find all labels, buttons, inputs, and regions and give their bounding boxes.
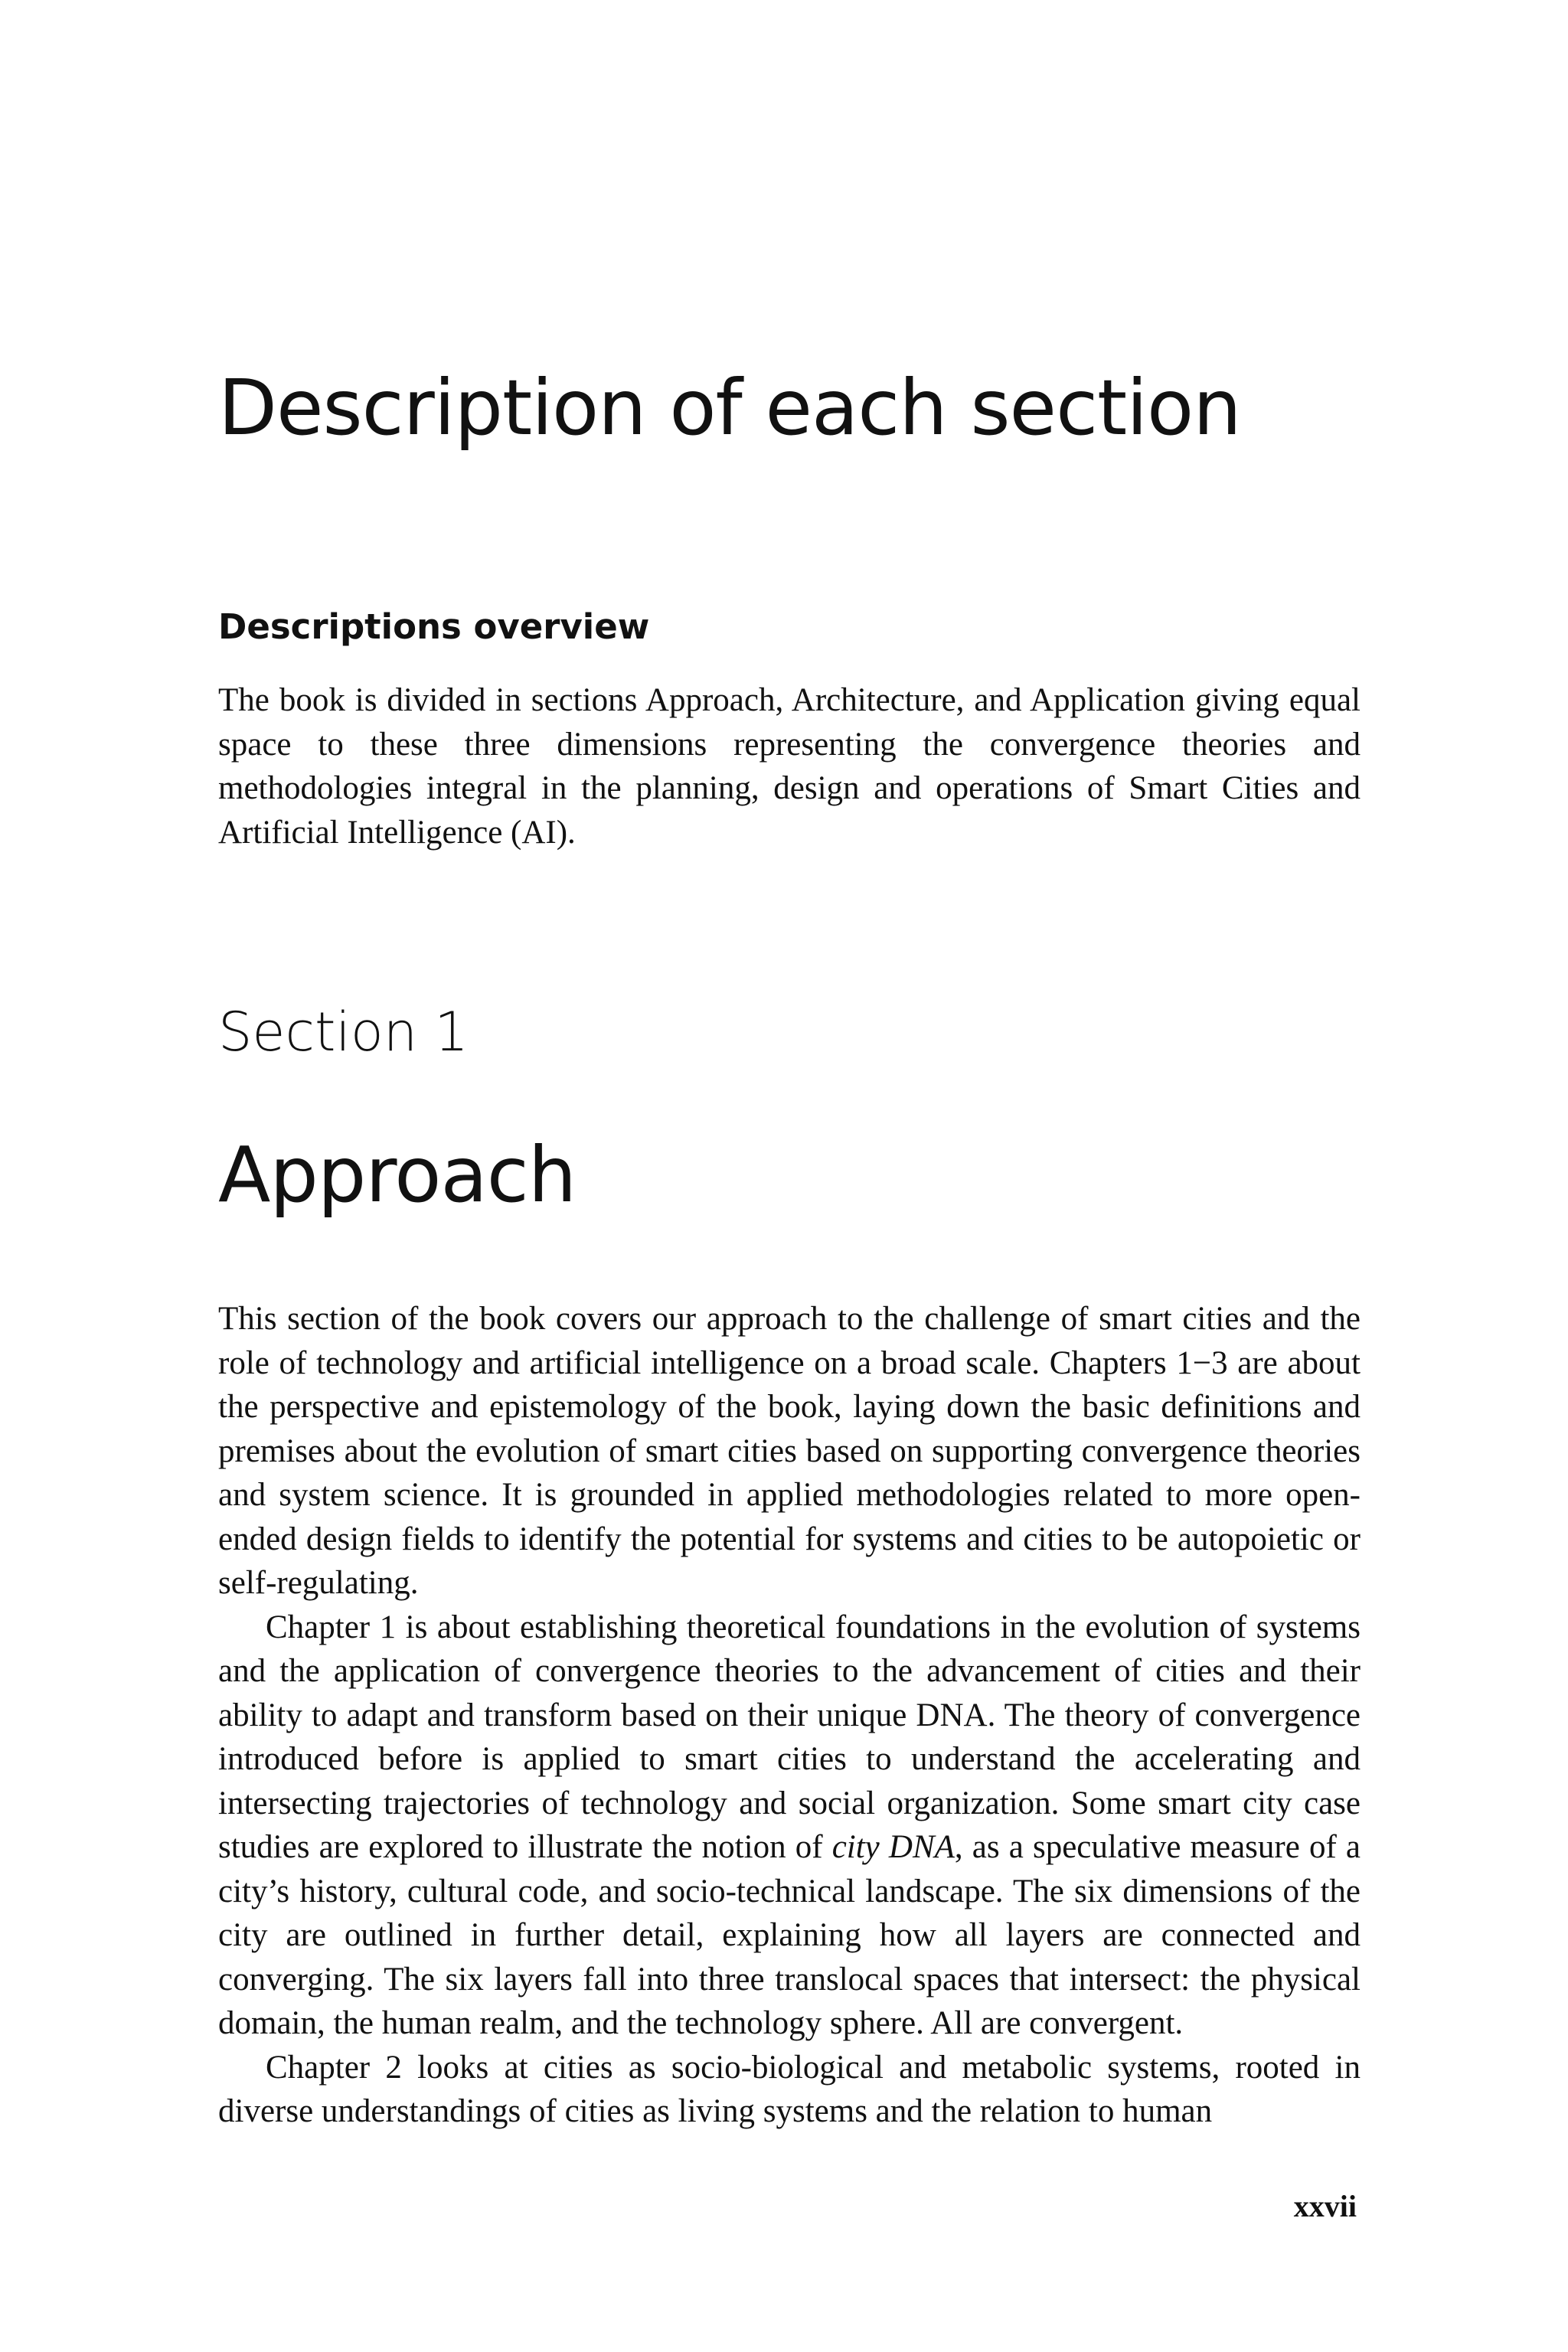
section-paragraph-3: Chapter 2 looks at cities as socio-biological and metabolic systems, rooted in diverse understandings of cities as living systems and the relation to human (218, 2049, 1361, 2129)
overview-paragraph: The book is divided in sections Approach, Architecture, and Application giving equal space to these three dimensions representing the convergence theories and methodologies integral in the planning, design and operations of Smart Cities and Artificial Intelligence (AI). (218, 682, 1361, 851)
section-number-label: Section 1 (218, 1001, 469, 1063)
page-number: xxvii (1293, 2189, 1357, 2223)
section-title: Approach (218, 1130, 577, 1220)
overview-heading: Descriptions overview (218, 606, 650, 647)
paragraph-2-text-after: , as a speculative measure of a city’s history, cultural code, and socio-technical landscape. The six dimensions of the city are outlined in further detail, explaining how all layers are connected and converging. The six layers fall into three translocal spaces that intersect: the physical domain, the human realm, and the technology sphere. All are convergent. (218, 1829, 1361, 2041)
city-dna-emphasis: city DNA (831, 1829, 955, 1865)
section-body (218, 1297, 1361, 2134)
paragraph-2-text-before: Chapter 1 is about establishing theoretical foundations in the evolution of systems and the application of convergence theories to the advancement of cities and their ability to adapt and transform based on their unique DNA. The theory of convergence introduced before is applied to smart cities to understand the accelerating and intersecting trajectories of technology and social organization. Some smart city case studies are explored to illustrate the notion of (218, 1609, 1361, 1865)
section-paragraph-2 (218, 1606, 1361, 2046)
section-paragraph-1: This section of the book covers our approach to the challenge of smart cities and the role of technology and artificial intelligence on a broad scale. Chapters 1−3 are about the perspective and epistemology of the book, laying down the basic definitions and premises about the evolution of smart cities based on supporting convergence theories and system science. It is grounded in applied methodologies related to more open-ended design fields to identify the potential for systems and cities to be autopoietic or self-regulating. (218, 1301, 1361, 1601)
page-title: Description of each section (218, 363, 1241, 452)
